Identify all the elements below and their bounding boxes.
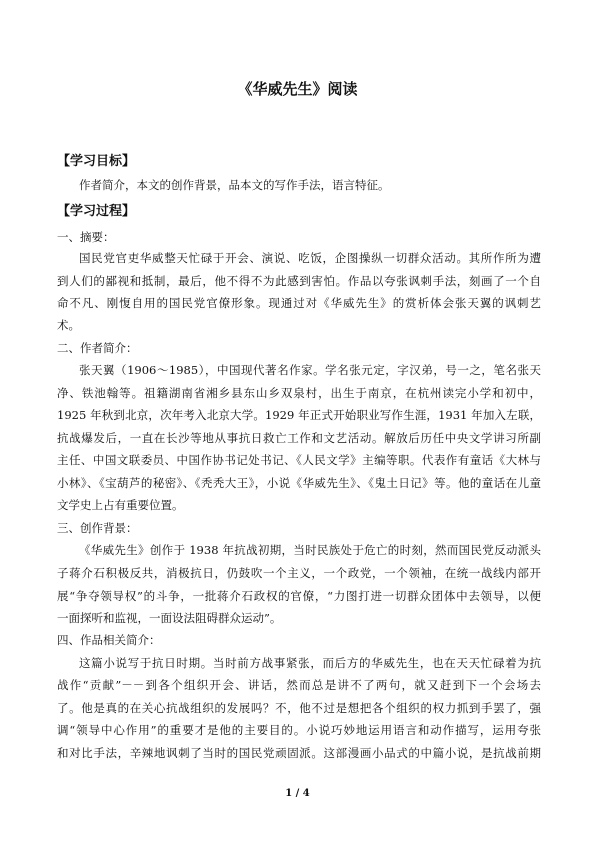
background-label: 三、创作背景： xyxy=(57,521,138,535)
paragraph-line: 到人们的鄙视和抵制，最后，他不得不为此感到害怕。作品以夸张讽刺手法，刻画了一个自 xyxy=(57,274,541,288)
paragraph-line: 净、铁池翰等。祖籍湖南省湘乡县东山乡双泉村，出生于南京，在杭州读完小学和初中， xyxy=(57,386,541,400)
paragraph-line: 文学史上占有重要位置。 xyxy=(57,498,184,512)
author-label: 二、作者简介： xyxy=(57,341,138,355)
paragraph-line: 了。他是真的在关心抗战组织的发展吗？不，他不过是想把各个组织的权力抓到手罢了，强 xyxy=(57,701,541,715)
paragraph-line: 主任、中国文联委员、中国作协书记处书记、《人民文学》主编等职。代表作有童话《大林与 xyxy=(57,453,541,467)
paragraph-line: 抗战爆发后，一直在长沙等地从事抗日救亡工作和文艺活动。解放后历任中央文学讲习所副 xyxy=(57,431,541,445)
paragraph-line: 命不凡、刚愎自用的国民党官僚形象。现通过对《华威先生》的赏析体会张天翼的讽刺艺 xyxy=(57,296,541,310)
paragraph-line: 国民党官吏华威整天忙碌于开会、演说、吃饭，企图操纵一切群众活动。其所作所为遭 xyxy=(79,251,541,265)
process-heading: 【学习过程】 xyxy=(57,204,136,219)
paragraph-line: 1925 年秋到北京，次年考入北京大学。1929 年正式开始职业写作生涯，1931 年加入左联， xyxy=(57,408,541,422)
paragraph-line: 子蒋介石积极反共，消极抗日，仍鼓吹一个主义，一个政党，一个领袖，在统一战线内部开 xyxy=(57,566,541,580)
goal-heading: 【学习目标】 xyxy=(57,154,136,169)
paragraph-line: 和对比手法，辛辣地讽刺了当时的国民党顽固派。这部漫画小品式的中篇小说，是抗战前期 xyxy=(57,746,541,760)
page-number: 1 / 4 xyxy=(285,788,310,799)
paragraph-line: 小林》、《宝葫芦的秘密》、《秃秃大王》，小说《华威先生》、《鬼土日记》等。他的童话在儿童 xyxy=(57,476,541,490)
page-title: 《华威先生》阅读 xyxy=(237,80,358,98)
paragraph-line: 战作“贡献”－－到各个组织开会、讲话，然而总是讲不了两句，就又赶到下一个会场去 xyxy=(57,678,541,692)
summary-label: 一、摘要： xyxy=(57,230,115,244)
paragraph-line: 术。 xyxy=(57,318,80,332)
paragraph-line: 展“争夺领导权”的斗争，一批蒋介石政权的官僚，“力图打进一切群众团体中去领导，以便 xyxy=(57,589,541,603)
paragraph-line: 调“领导中心作用”的重要才是他的主要目的。小说巧妙地运用语言和动作描写，运用夸张 xyxy=(57,723,541,737)
goal-text: 作者简介，本文的创作背景，品本文的写作手法，语言特征。 xyxy=(79,178,390,192)
work-intro-label: 四、作品相关简介： xyxy=(57,633,161,647)
paragraph-line: 《华威先生》创作于 1938 年抗战初期，当时民族处于危亡的时刻，然而国民党反动派头 xyxy=(79,543,541,557)
paragraph-line: 一面探听和监视，一面设法阻碍群众运动”。 xyxy=(57,611,282,625)
paragraph-line: 张天翼（1906～1985），中国现代著名作家。学名张元定，字汉弟，号一之，笔名张天 xyxy=(79,363,541,377)
paragraph-line: 这篇小说写于抗日时期。当时前方战事紧张，而后方的华威先生，也在天天忙碌着为抗 xyxy=(79,656,541,670)
